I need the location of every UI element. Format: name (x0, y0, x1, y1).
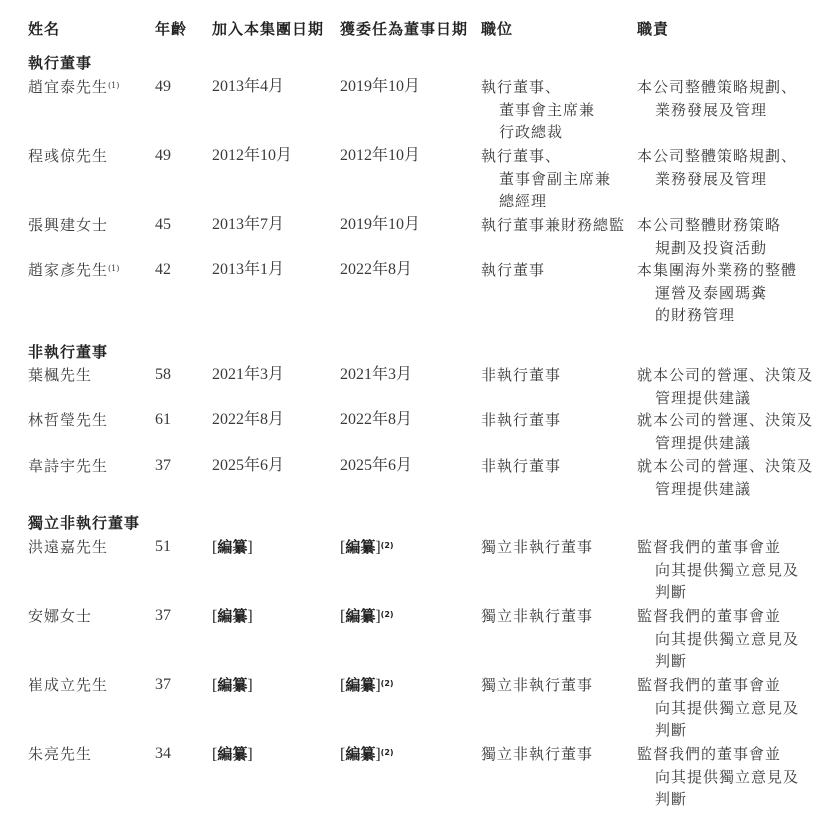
duties-cell (637, 536, 799, 604)
duties-line: 本集團海外業務的整體 (637, 261, 798, 279)
appointed-date: 2019年10月 (340, 216, 421, 233)
duties-line: 本公司整體策略規劃、 (637, 147, 798, 165)
duties-line: 監督我們的董事會並 (637, 538, 782, 556)
name-text: 趙宜泰先生 (28, 78, 109, 96)
duties-line: 規劃及投資活動 (655, 238, 768, 257)
duties-cell (637, 259, 797, 327)
director-name (28, 674, 108, 697)
footnote-marker: (2) (380, 748, 394, 757)
bracket-open: [ (340, 746, 346, 763)
duties-line: 管理提供建議 (655, 479, 752, 498)
header-appointed-date: 獲委任為董事日期 (340, 20, 469, 38)
position-line: 執行董事兼財務總監 (481, 216, 626, 234)
name-text: 林哲瑩先生 (28, 411, 109, 429)
duties-line: 向其提供獨立意見及 (655, 767, 800, 786)
position-line: 獨立非執行董事 (481, 607, 594, 625)
position-line: 獨立非執行董事 (481, 538, 594, 556)
redacted-text: 編纂 (217, 745, 248, 763)
duties-cell (637, 364, 813, 409)
redacted-text: 編纂 (217, 538, 248, 556)
header-position: 職位 (481, 20, 514, 38)
age-value: 42 (155, 261, 171, 278)
position-line: 行政總裁 (499, 123, 564, 141)
joined-date: 2021年3月 (212, 366, 285, 383)
duties-line: 管理提供建議 (655, 433, 752, 452)
joined-date: 2022年8月 (212, 411, 285, 428)
age-value: 45 (155, 216, 171, 233)
name-text: 洪遠嘉先生 (28, 538, 109, 556)
position-cell (481, 455, 561, 478)
joined-date: 2013年4月 (212, 78, 285, 95)
joined-date (212, 743, 253, 767)
bracket-close: ] (247, 677, 253, 694)
appointed-date: 2021年3月 (340, 366, 413, 383)
position-line: 非執行董事 (481, 457, 562, 475)
appointed-date (340, 605, 394, 629)
position-line: 董事會主席兼 (499, 100, 596, 119)
bracket-open: [ (212, 746, 218, 763)
header-joined-date: 加入本集團日期 (212, 20, 325, 38)
position-cell (481, 259, 545, 282)
position-cell (481, 536, 593, 559)
name-text: 張興建女士 (28, 216, 109, 234)
position-cell (481, 364, 561, 387)
joined-date (212, 536, 253, 560)
bracket-open: [ (212, 608, 218, 625)
joined-date: 2013年7月 (212, 216, 285, 233)
footnote-marker: (1) (108, 264, 120, 273)
duties-cell (637, 674, 799, 742)
position-line: 執行董事、 (481, 78, 562, 96)
redacted-text: 編纂 (217, 676, 248, 694)
bracket-close: ] (375, 539, 381, 556)
appointed-date (340, 743, 394, 767)
appointed-date: 2019年10月 (340, 78, 421, 95)
name-text: 崔成立先生 (28, 676, 109, 694)
age-value: 61 (155, 411, 171, 428)
position-line: 非執行董事 (481, 366, 562, 384)
bracket-close: ] (247, 608, 253, 625)
position-line: 執行董事 (481, 261, 546, 279)
position-cell (481, 145, 611, 213)
age-value: 49 (155, 78, 171, 95)
redacted-text: 編纂 (345, 538, 376, 556)
duties-cell (637, 409, 813, 454)
duties-line: 業務發展及管理 (655, 169, 768, 188)
position-line: 總經理 (499, 192, 548, 210)
position-cell (481, 214, 625, 237)
name-text: 朱亮先生 (28, 745, 93, 763)
duties-line: 本公司整體策略規劃、 (637, 78, 798, 96)
duties-line: 的財務管理 (655, 306, 736, 324)
section-title: 獨立非執行董事 (28, 514, 141, 532)
appointed-date (340, 674, 394, 698)
bracket-open: [ (340, 608, 346, 625)
duties-line: 業務發展及管理 (655, 100, 768, 119)
name-text: 安娜女士 (28, 607, 93, 625)
footnote-marker: (2) (380, 610, 394, 619)
appointed-date: 2022年8月 (340, 411, 413, 428)
duties-cell (637, 214, 781, 259)
duties-cell (637, 145, 797, 190)
redacted-text: 編纂 (345, 745, 376, 763)
duties-line: 判斷 (655, 790, 688, 808)
joined-date: 2013年1月 (212, 261, 285, 278)
duties-cell (637, 76, 797, 121)
footnote-marker: (2) (380, 541, 394, 550)
duties-cell (637, 455, 813, 500)
position-cell (481, 743, 593, 766)
duties-line: 管理提供建議 (655, 388, 752, 407)
bracket-close: ] (247, 539, 253, 556)
name-text: 韋詩宇先生 (28, 457, 109, 475)
duties-cell (637, 743, 799, 811)
duties-line: 判斷 (655, 652, 688, 670)
duties-line: 運營及泰國瑪糞 (655, 283, 768, 302)
section-title: 非執行董事 (28, 343, 109, 361)
director-name (28, 455, 108, 478)
duties-line: 向其提供獨立意見及 (655, 698, 800, 717)
appointed-date: 2022年8月 (340, 261, 413, 278)
director-name (28, 364, 92, 387)
age-value: 58 (155, 366, 171, 383)
position-cell (481, 409, 561, 432)
bracket-open: [ (212, 677, 218, 694)
joined-date (212, 674, 253, 698)
director-name (28, 214, 108, 237)
director-name (28, 76, 119, 99)
bracket-close: ] (247, 746, 253, 763)
bracket-close: ] (375, 677, 381, 694)
bracket-close: ] (375, 746, 381, 763)
footnote-marker: (2) (380, 679, 394, 688)
age-value: 49 (155, 147, 171, 164)
position-line: 董事會副主席兼 (499, 169, 612, 188)
name-text: 程彧倞先生 (28, 147, 109, 165)
duties-line: 監督我們的董事會並 (637, 745, 782, 763)
director-name (28, 145, 108, 168)
joined-date (212, 605, 253, 629)
age-value: 34 (155, 745, 171, 762)
appointed-date (340, 536, 394, 560)
duties-line: 就本公司的營運、決策及 (637, 411, 814, 429)
position-line: 獨立非執行董事 (481, 676, 594, 694)
redacted-text: 編纂 (217, 607, 248, 625)
duties-line: 監督我們的董事會並 (637, 607, 782, 625)
joined-date: 2025年6月 (212, 457, 285, 474)
director-name (28, 259, 119, 282)
position-cell (481, 674, 593, 697)
position-cell (481, 605, 593, 628)
name-text: 趙家彥先生 (28, 261, 109, 279)
director-name (28, 743, 92, 766)
age-value: 37 (155, 676, 171, 693)
bracket-open: [ (340, 677, 346, 694)
duties-line: 本公司整體財務策略 (637, 216, 782, 234)
position-line: 非執行董事 (481, 411, 562, 429)
redacted-text: 編纂 (345, 607, 376, 625)
section-title: 執行董事 (28, 54, 93, 72)
duties-line: 就本公司的營運、決策及 (637, 457, 814, 475)
appointed-date: 2025年6月 (340, 457, 413, 474)
duties-line: 向其提供獨立意見及 (655, 629, 800, 648)
age-value: 37 (155, 607, 171, 624)
duties-line: 就本公司的營運、決策及 (637, 366, 814, 384)
duties-line: 向其提供獨立意見及 (655, 560, 800, 579)
footnote-marker: (1) (108, 81, 120, 90)
appointed-date: 2012年10月 (340, 147, 421, 164)
duties-line: 判斷 (655, 583, 688, 601)
duties-line: 監督我們的董事會並 (637, 676, 782, 694)
duties-cell (637, 605, 799, 673)
header-duties: 職責 (637, 20, 670, 38)
duties-line: 判斷 (655, 721, 688, 739)
director-name (28, 536, 108, 559)
header-name: 姓名 (28, 20, 61, 38)
redacted-text: 編纂 (345, 676, 376, 694)
director-name (28, 605, 92, 628)
director-name (28, 409, 108, 432)
name-text: 葉楓先生 (28, 366, 93, 384)
position-line: 執行董事、 (481, 147, 562, 165)
joined-date: 2012年10月 (212, 147, 293, 164)
position-line: 獨立非執行董事 (481, 745, 594, 763)
bracket-close: ] (375, 608, 381, 625)
age-value: 51 (155, 538, 171, 555)
bracket-open: [ (340, 539, 346, 556)
position-cell (481, 76, 595, 144)
bracket-open: [ (212, 539, 218, 556)
age-value: 37 (155, 457, 171, 474)
header-age: 年齡 (155, 20, 188, 38)
